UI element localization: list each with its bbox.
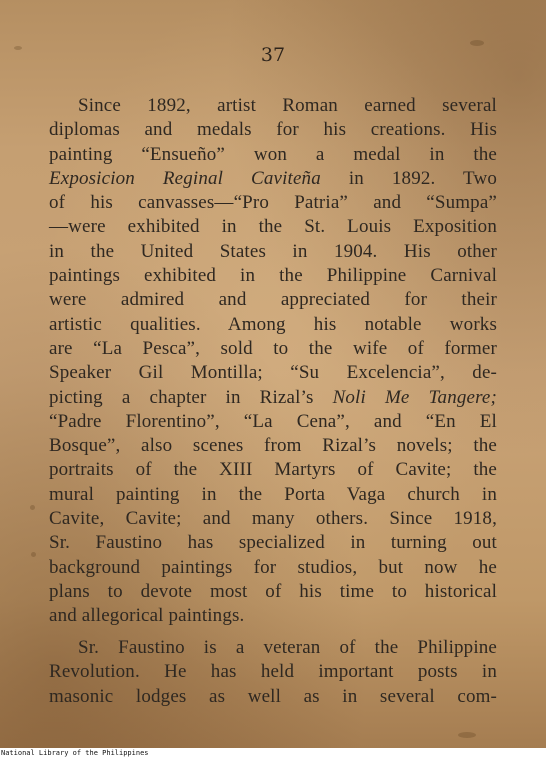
paper-stain: [31, 552, 36, 557]
text-line: Speaker Gil Montilla; “Su Excelencia”, de-: [49, 362, 497, 384]
text-line: “Padre Florentino”, “La Cena”, and “En El: [49, 410, 497, 432]
text-line: Sr. Faustino has specialized in turning out: [49, 532, 497, 554]
paper-stain: [30, 505, 35, 510]
text-line: Since 1892, artist Roman earned several: [78, 95, 497, 116]
paragraph-1: [49, 94, 497, 629]
text-line: diplomas and medals for his creations. His: [49, 119, 497, 141]
text-line: [49, 167, 497, 191]
text-line: Sr. Faustino is a veteran of the Philippine: [78, 637, 497, 658]
text-line: were admired and appreciated for their: [49, 289, 497, 311]
italic-title: Noli Me Tangere;: [332, 386, 497, 408]
text-line: and allegorical paintings.: [49, 605, 245, 627]
text-line: are “La Pesca”, sold to the wife of former: [49, 337, 497, 359]
text-line: background paintings for studios, but now he: [49, 556, 497, 578]
text-line: Cavite, Cavite; and many others. Since 1918,: [49, 508, 497, 530]
text-line: Revolution. He has held important posts in: [49, 661, 497, 683]
text-line: artistic qualities. Among his notable works: [49, 313, 497, 335]
page-number: 37: [260, 44, 286, 66]
text-line: of his canvasses—“Pro Patria” and “Sumpa”: [49, 192, 497, 214]
text-line: masonic lodges as well as in several com-: [49, 685, 497, 707]
text-segment: in 1892. Two: [320, 167, 497, 189]
paper-stain: [458, 732, 476, 738]
text-line: —were exhibited in the St. Louis Exposition: [49, 216, 497, 238]
paragraph-2: [49, 636, 497, 709]
text-line: [49, 386, 497, 410]
text-line: portraits of the XIII Martyrs of Cavite; the: [49, 459, 497, 481]
library-credit: National Library of the Philippines: [1, 749, 149, 757]
text-line: mural painting in the Porta Vaga church in: [49, 483, 497, 505]
text-line: paintings exhibited in the Philippine Carnival: [49, 265, 497, 287]
text-segment: picting a chapter in Rizal’s: [49, 386, 333, 408]
text-line: painting “Ensueño” won a medal in the: [49, 143, 497, 165]
text-line: plans to devote most of his time to historical: [49, 580, 497, 602]
italic-title: Exposicion Reginal Caviteña: [49, 167, 321, 189]
text-line: Bosque”, also scenes from Rizal’s novels; the: [49, 435, 497, 457]
text-line: in the United States in 1904. His other: [49, 240, 497, 262]
footer-bar: [0, 748, 546, 758]
